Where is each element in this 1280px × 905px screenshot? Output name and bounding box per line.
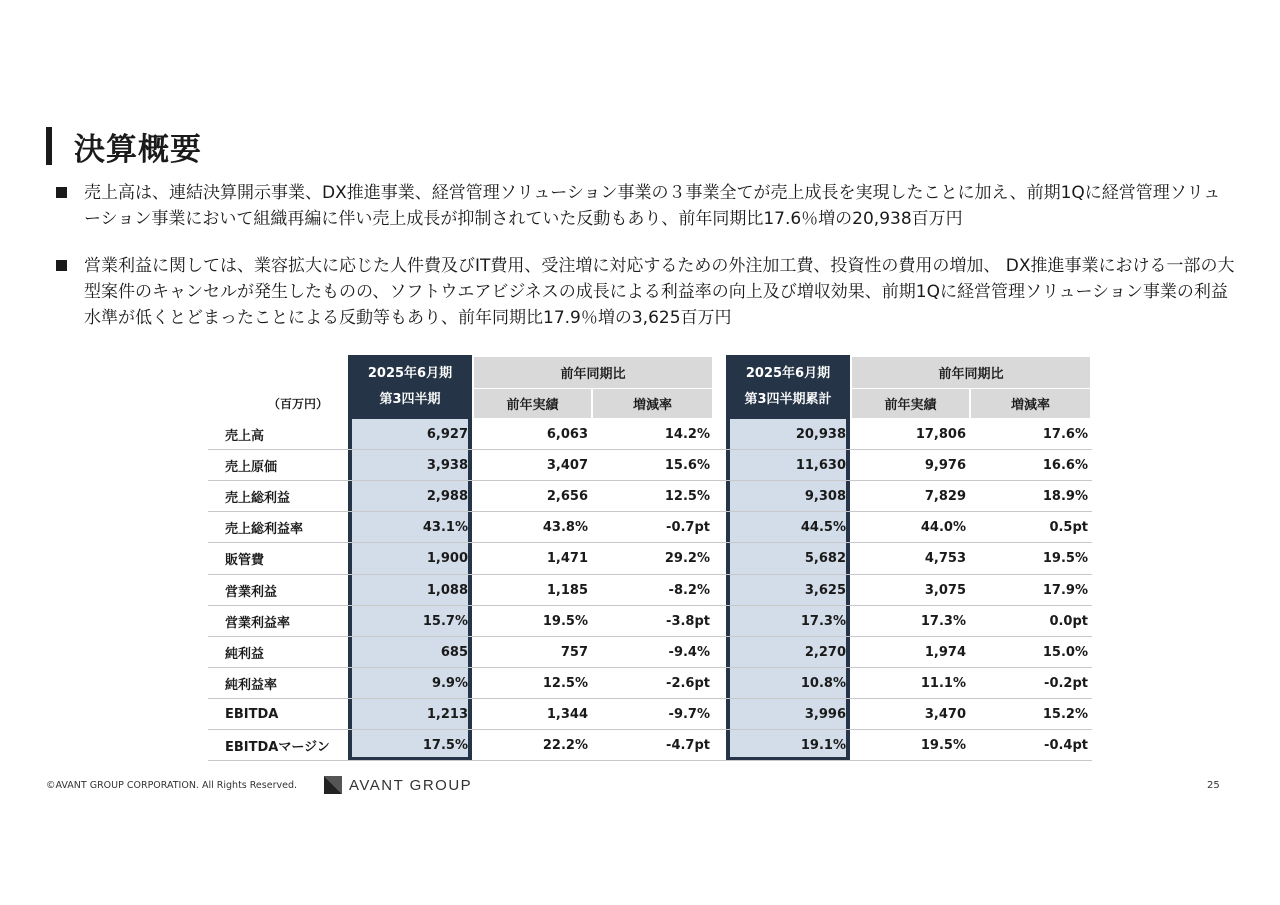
square-bullet-icon bbox=[56, 260, 67, 271]
row-label: 営業利益率 bbox=[225, 615, 291, 631]
cumulative-change-value: 15.0% bbox=[1042, 644, 1088, 660]
bullet-item-sales bbox=[56, 180, 1236, 232]
quarter-prev-value: 6,063 bbox=[546, 427, 588, 443]
quarter-value: 685 bbox=[440, 644, 468, 660]
row-label: 売上高 bbox=[225, 429, 265, 445]
quarter-prev-value: 1,471 bbox=[546, 551, 588, 567]
quarter-value: 15.7% bbox=[422, 613, 468, 629]
quarter-change-value: -8.2% bbox=[668, 582, 710, 598]
quarter-prev-header: 前年実績 bbox=[474, 389, 591, 418]
quarter-prev-value: 1,185 bbox=[546, 582, 588, 598]
cumulative-prev-value: 17.3% bbox=[920, 613, 966, 629]
title-accent-bar bbox=[46, 127, 52, 165]
cumulative-change-value: 17.9% bbox=[1042, 582, 1088, 598]
cumulative-prev-value: 19.5% bbox=[920, 738, 966, 754]
quarter-value: 3,938 bbox=[426, 458, 468, 474]
row-label: 純利益 bbox=[225, 646, 265, 662]
cumulative-value: 10.8% bbox=[800, 675, 846, 691]
quarter-prev-value: 3,407 bbox=[546, 458, 588, 474]
quarter-change-value: 12.5% bbox=[664, 489, 710, 505]
cumulative-value: 11,630 bbox=[795, 458, 846, 474]
row-label: 純利益率 bbox=[225, 677, 278, 693]
cumulative-change-value: 15.2% bbox=[1042, 706, 1088, 722]
quarter-value: 6,927 bbox=[426, 427, 468, 443]
quarter-prev-value: 43.8% bbox=[542, 520, 588, 536]
logo-text: AVANT GROUP bbox=[349, 776, 473, 794]
cumulative-change-value: 18.9% bbox=[1042, 489, 1088, 505]
quarter-value: 1,900 bbox=[426, 551, 468, 567]
cumulative-value: 17.3% bbox=[800, 613, 846, 629]
cumulative-value: 5,682 bbox=[804, 551, 846, 567]
cumulative-change-value: 19.5% bbox=[1042, 551, 1088, 567]
cumulative-prev-value: 3,470 bbox=[924, 706, 966, 722]
quarter-column-header: 2025年6月期 第3四半期 bbox=[348, 355, 472, 419]
quarter-change-value: -2.6pt bbox=[666, 675, 710, 691]
cumulative-change-value: 0.0pt bbox=[1049, 613, 1088, 629]
cumulative-column-header: 2025年6月期 第3四半期累計 bbox=[726, 355, 850, 419]
financial-summary-table bbox=[208, 355, 1092, 763]
quarter-value: 9.9% bbox=[431, 675, 468, 691]
row-label: 売上総利益率 bbox=[225, 522, 304, 538]
quarter-prev-value: 22.2% bbox=[542, 738, 588, 754]
cumulative-change-value: 17.6% bbox=[1042, 427, 1088, 443]
page-title: 決算概要 bbox=[74, 132, 202, 168]
row-label: EBITDA bbox=[225, 706, 279, 722]
cumulative-value: 3,625 bbox=[804, 582, 846, 598]
quarter-value: 1,213 bbox=[426, 706, 468, 722]
cumulative-prev-value: 11.1% bbox=[920, 675, 966, 691]
quarter-change-value: 15.6% bbox=[664, 458, 710, 474]
quarter-prev-value: 757 bbox=[560, 644, 588, 660]
cumulative-change-value: 16.6% bbox=[1042, 458, 1088, 474]
quarter-change-value: 29.2% bbox=[664, 551, 710, 567]
cumulative-value: 2,270 bbox=[804, 644, 846, 660]
unit-label: （百万円） bbox=[267, 397, 328, 411]
row-label: 販管費 bbox=[225, 553, 265, 569]
company-logo bbox=[324, 776, 472, 794]
quarter-prev-value: 1,344 bbox=[546, 706, 588, 722]
cumulative-change-header: 増減率 bbox=[971, 389, 1090, 418]
cumulative-value: 19.1% bbox=[800, 738, 846, 754]
cumulative-prev-header: 前年実績 bbox=[852, 389, 969, 418]
bullet-item-operating-profit bbox=[56, 253, 1236, 331]
quarter-change-value: -4.7pt bbox=[666, 738, 710, 754]
cumulative-yoy-header: 前年同期比 bbox=[852, 357, 1090, 388]
cumulative-prev-value: 7,829 bbox=[924, 489, 966, 505]
cumulative-prev-value: 4,753 bbox=[924, 551, 966, 567]
cumulative-prev-value: 3,075 bbox=[924, 582, 966, 598]
page-number: 25 bbox=[1207, 780, 1220, 791]
cumulative-change-value: -0.2pt bbox=[1044, 675, 1088, 691]
cumulative-prev-value: 9,976 bbox=[924, 458, 966, 474]
cumulative-prev-value: 17,806 bbox=[915, 427, 966, 443]
quarter-change-value: -9.7% bbox=[668, 706, 710, 722]
square-bullet-icon bbox=[56, 187, 67, 198]
quarter-prev-value: 12.5% bbox=[542, 675, 588, 691]
row-label: EBITDAマージン bbox=[225, 740, 330, 756]
cumulative-prev-value: 44.0% bbox=[920, 520, 966, 536]
quarter-change-value: 14.2% bbox=[664, 427, 710, 443]
quarter-prev-value: 19.5% bbox=[542, 613, 588, 629]
quarter-value: 1,088 bbox=[426, 582, 468, 598]
quarter-yoy-header: 前年同期比 bbox=[474, 357, 712, 388]
quarter-value: 43.1% bbox=[422, 520, 468, 536]
quarter-change-header: 増減率 bbox=[593, 389, 712, 418]
quarter-change-value: -9.4% bbox=[668, 644, 710, 660]
cumulative-change-value: 0.5pt bbox=[1049, 520, 1088, 536]
row-label: 営業利益 bbox=[225, 584, 278, 600]
cumulative-value: 44.5% bbox=[800, 520, 846, 536]
cumulative-change-value: -0.4pt bbox=[1044, 738, 1088, 754]
cumulative-prev-value: 1,974 bbox=[924, 644, 966, 660]
copyright-text: ©AVANT GROUP CORPORATION. All Rights Reserved. bbox=[46, 780, 297, 791]
row-label: 売上原価 bbox=[225, 460, 278, 476]
quarter-change-value: -0.7pt bbox=[666, 520, 710, 536]
cumulative-value: 9,308 bbox=[804, 489, 846, 505]
cumulative-value: 3,996 bbox=[804, 706, 846, 722]
avant-logo-icon bbox=[324, 776, 342, 794]
quarter-value: 2,988 bbox=[426, 489, 468, 505]
bullet-text: 営業利益に関しては、業容拡大に応じた人件費及びIT費用、受注増に対応するための外注加工費、投資性の費用の増加、 DX推進事業における一部の大型案件のキャンセルが発生したものの、ソフトウエアビジネスの成長による利益率の向上及び増収効果、前期1Qに経営管理ソリューション事業の利益水準が低くとどまったことによる反動等もあり、前年同期比17.9％増の3,625百万円 bbox=[84, 256, 1235, 328]
bullet-text: 売上高は、連結決算開示事業、DX推進事業、経営管理ソリューション事業の３事業全てが売上成長を実現したことに加え、前期1Qに経営管理ソリューション事業において組織再編に伴い売上成長が抑制されていた反動もあり、前年同期比17.6％増の20,938百万円 bbox=[84, 183, 1221, 229]
cumulative-value: 20,938 bbox=[795, 427, 846, 443]
quarter-change-value: -3.8pt bbox=[666, 613, 710, 629]
quarter-prev-value: 2,656 bbox=[546, 489, 588, 505]
row-label: 売上総利益 bbox=[225, 491, 291, 507]
quarter-value: 17.5% bbox=[422, 738, 468, 754]
